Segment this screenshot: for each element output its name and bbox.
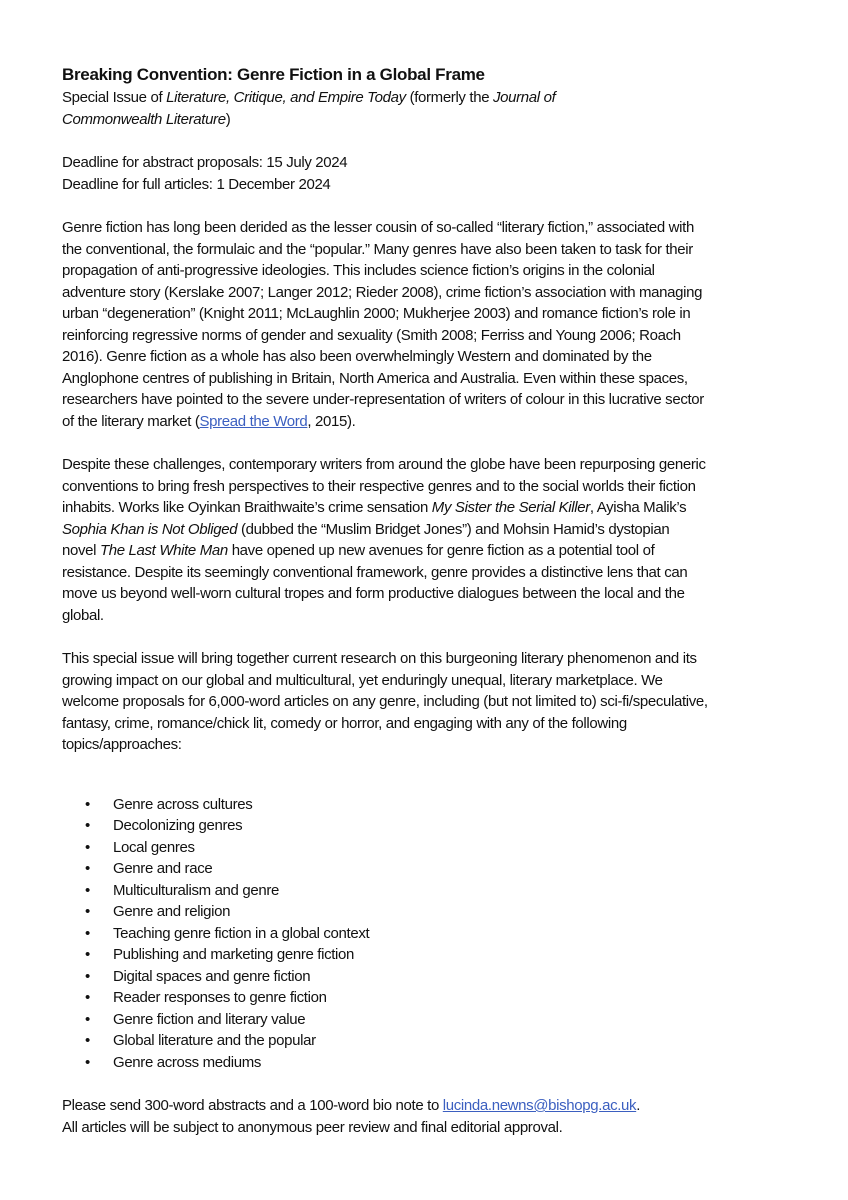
text-segment: This special issue will bring together current research on this burgeoning literary phenomenon and its — [62, 650, 697, 667]
italic-text: The Last White Man — [99, 542, 228, 559]
bullet-icon: • — [85, 1010, 90, 1028]
closing — [62, 1095, 802, 1138]
text-segment: (dubbed the “Muslim Bridget Jones”) and Mohsin Hamid’s dystopian — [237, 520, 670, 538]
topic-label: Genre across mediums — [113, 1053, 262, 1071]
bullet-icon: • — [85, 795, 90, 813]
italic-text: My Sister the Serial Killer — [431, 499, 590, 516]
text-line — [62, 519, 802, 541]
text-segment: Special Issue of — [62, 89, 167, 106]
topic-label: Multiculturalism and genre — [113, 881, 279, 899]
bullet-icon: • — [85, 946, 90, 963]
text-segment: Please send 300-word abstracts and a 100-word bio note to — [62, 1097, 443, 1114]
text-line — [62, 109, 802, 131]
text-segment: adventure story (Kerslake 2007; Langer 2012; Rieder 2008), crime fiction’s association with managing — [62, 283, 703, 301]
paragraph-challenges — [62, 454, 802, 626]
text-segment: inhabits. Works like Oyinkan Braithwaite’s crime sensation — [62, 499, 432, 516]
topic-label: Digital spaces and genre fiction — [113, 967, 311, 985]
topic-list-item — [62, 858, 802, 880]
bullet-icon: • — [85, 1032, 90, 1049]
topic-list-item — [62, 923, 802, 945]
text-segment: move us beyond well-worn cultural tropes and form productive dialogues between the local and the — [62, 585, 685, 602]
text-segment: have opened up new avenues for genre fiction as a potential tool of — [227, 542, 655, 559]
deadlines — [62, 152, 802, 195]
topic-label: Publishing and marketing genre fiction — [113, 946, 355, 963]
text-segment: propagation of anti-progressive ideologies. This includes science fiction’s origins in the colonial — [62, 262, 655, 279]
topic-label: Genre fiction and literary value — [113, 1010, 306, 1028]
text-line — [62, 497, 802, 519]
text-line — [62, 734, 802, 756]
text-segment: novel — [62, 542, 100, 559]
document-title: Breaking Convention: Genre Fiction in a Global Frame — [62, 65, 485, 84]
text-line — [62, 152, 802, 174]
text-segment: Anglophone centres of publishing in Britain, North America and Australia. Even within these spaces, — [62, 369, 688, 387]
text-segment: researchers have pointed to the severe under-representation of writers of colour in this lucrative sector — [62, 391, 704, 408]
bullet-icon: • — [85, 967, 90, 985]
text-line — [62, 87, 802, 109]
text-segment: the conventional, the formulaic and the “popular.” Many genres have also been taken to task for their — [62, 240, 693, 258]
text-segment: reinforcing regressive norms of gender and sexuality (Smith 2008; Ferriss and Young 2006; Roach — [62, 326, 681, 344]
text-segment: , 2015). — [307, 412, 356, 430]
text-line — [62, 670, 802, 692]
text-line — [62, 691, 802, 713]
text-segment: All articles will be subject to anonymous peer review and final editorial approval. — [62, 1118, 563, 1136]
text-segment: Deadline for abstract proposals: 15 July 2024 — [62, 154, 348, 171]
topic-label: Decolonizing genres — [113, 817, 243, 834]
hyperlink[interactable]: Spread the Word — [199, 412, 308, 430]
text-segment: , Ayisha Malik’s — [589, 499, 687, 516]
text-segment: topics/approaches: — [62, 736, 182, 753]
bullet-icon: • — [85, 817, 90, 834]
text-segment: 2016). Genre fiction as a whole has also been overwhelmingly Western and dominated by the — [62, 348, 652, 365]
topic-list-item — [62, 794, 802, 816]
topic-list-item — [62, 880, 802, 902]
bullet-icon: • — [85, 881, 90, 899]
text-line — [62, 217, 802, 239]
topic-list-item — [62, 987, 802, 1009]
text-line — [62, 411, 802, 433]
text-segment: welcome proposals for 6,000-word articles on any genre, including (but not limited to) sci-fi/speculative, — [62, 693, 708, 710]
text-line — [62, 389, 802, 411]
text-segment: global. — [62, 606, 104, 624]
text-line — [62, 1117, 802, 1139]
text-line — [62, 174, 802, 196]
topic-list-item — [62, 1052, 802, 1074]
text-line — [62, 346, 802, 368]
text-line — [62, 583, 802, 605]
text-segment: urban “degeneration” (Knight 2011; McLaughlin 2000; Mukherjee 2003) and romance fiction’s role in — [62, 305, 691, 322]
paragraph-intro — [62, 217, 802, 432]
text-line — [62, 454, 802, 476]
topic-label: Global literature and the popular — [113, 1032, 316, 1049]
text-line — [62, 713, 802, 735]
bullet-icon: • — [85, 989, 90, 1006]
topics-list — [62, 794, 802, 1074]
italic-text: Commonwealth Literature — [62, 110, 226, 128]
topic-list-item — [62, 1009, 802, 1031]
text-line — [62, 239, 802, 261]
text-segment: resistance. Despite its seemingly conventional framework, genre provides a distinctive lens that can — [62, 563, 688, 581]
topic-label: Genre and race — [113, 860, 213, 877]
topic-label: Teaching genre fiction in a global context — [113, 924, 370, 942]
bullet-icon: • — [85, 860, 90, 877]
italic-text: Sophia Khan is Not Obliged — [62, 520, 238, 538]
text-line — [62, 282, 802, 304]
text-segment: Deadline for full articles: 1 December 2024 — [62, 175, 331, 193]
text-line — [62, 540, 802, 562]
bullet-icon: • — [85, 1053, 90, 1071]
bullet-icon: • — [85, 924, 90, 942]
text-line — [62, 648, 802, 670]
bullet-icon: • — [85, 838, 90, 856]
text-line — [62, 368, 802, 390]
text-segment: ) — [225, 110, 231, 128]
text-line — [62, 325, 802, 347]
text-segment: . — [636, 1097, 641, 1114]
topic-list-item — [62, 966, 802, 988]
topic-label: Reader responses to genre fiction — [113, 989, 327, 1006]
topic-label: Genre and religion — [113, 903, 231, 920]
text-line — [62, 476, 802, 498]
text-segment: of the literary market ( — [62, 412, 200, 430]
topic-label: Genre across cultures — [113, 795, 253, 813]
text-segment: growing impact on our global and multicultural, yet enduringly unequal, literary marketplace. We — [62, 671, 663, 689]
text-segment: fantasy, crime, romance/chick lit, comedy or horror, and engaging with any of the following — [62, 714, 627, 732]
topic-list-item — [62, 944, 802, 966]
topic-list-item — [62, 901, 802, 923]
text-segment: (formerly the — [405, 89, 494, 106]
paragraph-call — [62, 648, 802, 756]
italic-text: Literature, Critique, and Empire Today — [166, 89, 406, 106]
text-line — [62, 1095, 802, 1117]
topic-label: Local genres — [113, 838, 195, 856]
text-segment: conventions to bring fresh perspectives to their respective genres and to the social worlds their fiction — [62, 477, 696, 495]
document-page — [62, 63, 802, 1138]
topic-list-item — [62, 1030, 802, 1052]
text-segment: Despite these challenges, contemporary writers from around the globe have been repurposing generic — [62, 456, 706, 473]
hyperlink[interactable]: lucinda.newns@bishopg.ac.uk — [442, 1097, 637, 1114]
text-line — [62, 562, 802, 584]
topic-list-item — [62, 815, 802, 837]
text-line — [62, 260, 802, 282]
topic-list-item — [62, 837, 802, 859]
bullet-icon: • — [85, 903, 90, 920]
subtitle — [62, 87, 802, 130]
text-line — [62, 605, 802, 627]
italic-text: Journal of — [493, 89, 556, 106]
text-segment: Genre fiction has long been derided as the lesser cousin of so-called “literary fiction,” associated with — [62, 219, 694, 236]
text-line — [62, 303, 802, 325]
